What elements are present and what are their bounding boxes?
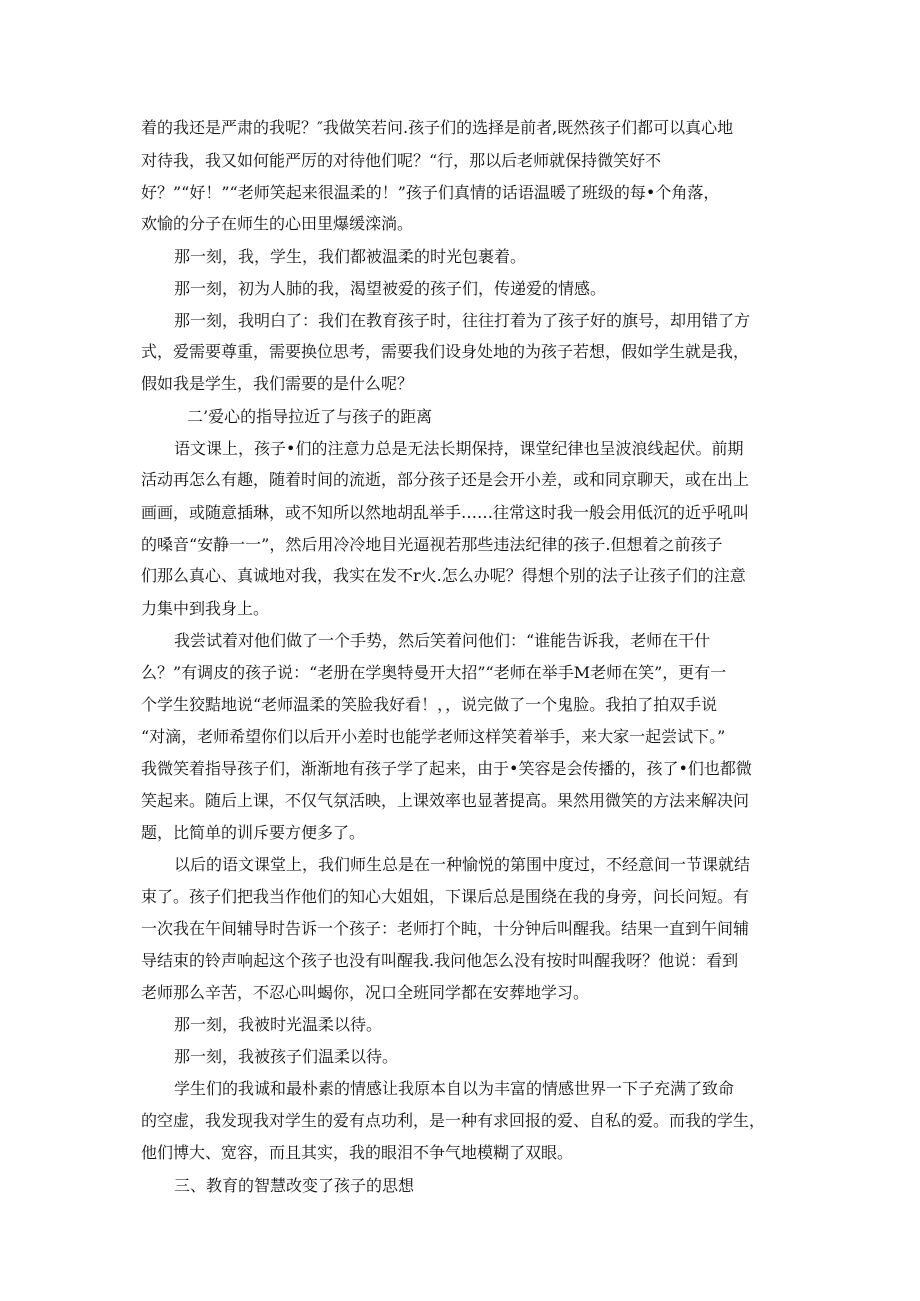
text-line: 束了。孩子们把我当作他们的知心大姐姐，下课后总是围绕在我的身旁，问长问短。有	[141, 887, 750, 906]
text-line: 的嗓音“安静一一”，然后用冷冷地目光逼视若那些违法纪律的孩子.但想着之前孩子	[141, 535, 723, 554]
text-line: 学生们的我诚和最朴素的情感让我原本自以为丰富的情感世界一下子充满了致命	[174, 1079, 735, 1098]
text-line: 那一刻，我被时光温柔以待。	[174, 1015, 383, 1034]
text-line: 们那么真心、真诚地对我，我实在发不r火.怎么办呢？得想个别的法子让孩子们的注意	[141, 566, 746, 585]
text-line: 以后的语文课堂上，我们师生总是在一种愉悦的第围中度过，不经意间一节课就结	[174, 855, 751, 874]
text-line: 他们博大、宽容，而且其实，我的眼泪不争气地模糊了双眼。	[141, 1143, 574, 1162]
text-line: 导结束的铃声响起这个孩子也没有叫醒我.我问他怎么没有按时叫醒我呀？他说：看到	[141, 951, 739, 970]
text-line: 笑起来。随后上课，不仅气氛活映，上课效率也显著提高。果然用微笑的方法来解决问	[141, 791, 750, 810]
text-line: 式，爱需要尊重，需要换位思考，需要我们设身处地的为孩子若想，假如学生就是我，	[141, 342, 750, 361]
text-line: 语文课上，孩子•们的注意力总是无法长期保持，课堂纪律也呈波浪线起伏。前期	[174, 439, 744, 458]
text-line: 画画，或随意插琳，或不知所以然地胡乱举手……往常这时我一般会用低沉的近乎吼叫	[141, 503, 750, 522]
text-line: 的空虚，我发现我对学生的爱有点功利，是一种有求回报的爱、自私的爱。而我的学生，	[141, 1111, 766, 1130]
text-line: 个学生狡黠地说“老师温柔的笑脸我好看！，，说完做了一个鬼脸。我拍了拍双手说	[141, 695, 718, 714]
text-line: 那一刻，我被孩子们温柔以待。	[174, 1047, 399, 1066]
text-line: 活动再怎么有趣，随着时间的流逝，部分孩子还是会开小差，或和同京聊天，或在出上	[141, 470, 750, 489]
text-line: 么？”有调皮的孩子说：“老册在学奥特曼开大招”“老师在举手M老师在笑”，更有一	[141, 663, 727, 682]
text-line: 我微笑着指导孩子们，渐渐地有孩子学了起来，由于•笑容是会传播的，孩了•们也都微	[141, 759, 752, 778]
text-line: 那一刻，初为人肺的我，渴望被爱的孩子们，传递爱的情感。	[174, 279, 607, 298]
text-line: 题，比简单的训斥要方便多了。	[141, 823, 366, 842]
text-line: 对待我，我又如何能严厉的对待他们呢？“行，那以后老师就保持微笑好不	[141, 151, 662, 170]
text-line: 假如我是学生，我们需要的是什么呢？	[141, 374, 414, 393]
text-line: 老师那么辛苦，不忍心叫蝎你，况口全班同学都在安葬地学习。	[141, 983, 590, 1002]
section-heading: 三、教育的智慧改变了孩子的思想	[174, 1176, 415, 1195]
text-line: 力集中到我身上。	[141, 599, 270, 618]
text-line: 着的我还是严肃的我呢？″我做笑若问.孩子们的选择是前者,既然孩子们都可以真心地	[141, 118, 734, 137]
text-line: 那一刻，我，学生，我们都被温柔的时光包裹着。	[174, 247, 527, 266]
text-line: 好？”“好！”“老师笑起来很温柔的！”孩子们真情的话语温暖了班级的每•个角落，	[141, 183, 720, 202]
text-line: 一次我在午间辅导时告诉一个孩子：老师打个盹，十分钟后叫醒我。结果一直到午间辅	[141, 919, 750, 938]
text-line: 我尝试着对他们做了一个手势，然后笑着问他们：“谁能告诉我，老师在干什	[174, 631, 711, 650]
text-line: 那一刻，我明白了：我们在教育孩子时，往往打着为了孩子好的旗号，却用错了方	[174, 311, 751, 330]
section-heading: 二’爱心的指导拉近了与孩子的距离	[187, 407, 433, 426]
text-line: 欢愉的分子在师生的心田里爆缓滦淌。	[141, 214, 414, 233]
text-line: “对滴，老师希望你们以后开小差时也能学老师这样笑着举手，来大家一起尝试下。”	[141, 727, 726, 746]
